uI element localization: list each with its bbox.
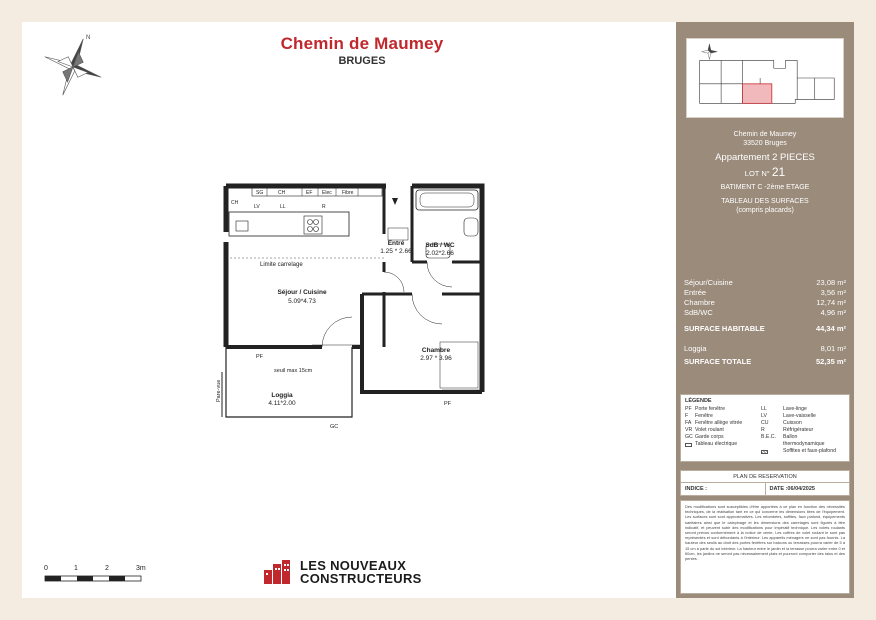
legend-title: LÉGENDE: [685, 398, 712, 404]
legend-right-column: [761, 406, 836, 455]
compass-rose-icon: [36, 30, 106, 100]
surface-row: [684, 298, 846, 308]
limite-carrelage-label: Limite carrelage: [260, 262, 303, 268]
apartment-type: Appartement 2 PIECES: [715, 152, 815, 163]
room-dims-chambre: 2.97 * 3.96: [420, 355, 452, 362]
room-dims-sejour: 5.09*4.73: [288, 298, 316, 305]
label-r: R: [322, 204, 326, 210]
lot-label: LOT N°: [744, 169, 770, 178]
address: [676, 130, 854, 148]
room-dims-entree: 1.25 * 2.66: [380, 248, 412, 255]
room-name-chambre: Chambre: [421, 347, 451, 354]
info-panel: [676, 22, 854, 598]
legend-item: FA Fenêtre allège vitrée: [685, 420, 743, 426]
legend-left-column: [685, 406, 742, 448]
svg-text:N: N: [86, 35, 91, 41]
date-field: DATE :06/04/2025: [765, 483, 850, 495]
legend-item: PF Porte fenêtre: [685, 406, 725, 412]
lot-number: 21: [771, 165, 786, 179]
loggia-row: [684, 344, 846, 354]
label-lv: LV: [254, 204, 260, 210]
legend-item: thermodynamique: [783, 441, 825, 447]
surface-label: SdB/WC: [684, 308, 713, 317]
surfaces-table: [684, 278, 846, 367]
surface-value: 23,08 m²: [816, 278, 846, 287]
legend-item: Tableau électrique: [685, 441, 742, 448]
room-name-entree: Entré: [387, 240, 405, 247]
address-line2: 33520 Bruges: [743, 140, 787, 147]
surface-habitable-label: SURFACE HABITABLE: [684, 324, 765, 333]
surface-row: [684, 308, 846, 318]
project-city: BRUGES: [338, 55, 386, 67]
room-name-loggia: Loggia: [271, 392, 293, 399]
lot-line: [676, 165, 854, 179]
room-name-sejour: Séjour / Cuisine: [277, 289, 327, 296]
surface-value: 12,74 m²: [816, 298, 846, 307]
loggia-value: 8,01 m²: [820, 344, 846, 353]
scale-bar: [44, 565, 164, 583]
legend-item: R Réfrigérateur: [761, 427, 814, 433]
surface-habitable-value: 44,34 m²: [815, 324, 846, 333]
logo-line2: CONSTRUCTEURS: [300, 571, 422, 586]
loggia-label: Loggia: [684, 344, 707, 353]
legend-item: CU Cuisson: [761, 420, 802, 426]
surface-row: [684, 288, 846, 298]
scale-tick-1: 1: [74, 565, 78, 572]
svg-text:Elec: Elec: [322, 190, 332, 196]
apartment-info: [676, 152, 854, 215]
svg-text:CH: CH: [278, 190, 286, 196]
electrical-panel-icon: [685, 443, 692, 447]
table-title: [676, 197, 854, 215]
address-line1: Chemin de Maumey: [733, 131, 797, 138]
scale-tick-2: 2: [105, 565, 109, 572]
surface-totale-label: SURFACE TOTALE: [684, 357, 752, 366]
surface-totale-value: 52,35 m²: [815, 357, 846, 366]
pf-label-sejour: PF: [256, 354, 264, 360]
table-title-line2: (compris placards): [736, 207, 794, 214]
surface-value: 4,96 m²: [820, 308, 846, 317]
logo-line1: LES NOUVEAUX: [300, 558, 407, 573]
soffit-icon: [761, 450, 768, 454]
surface-value: 3,56 m²: [820, 288, 846, 297]
indice-field: INDICE :: [685, 486, 707, 492]
building-logo-icon: [264, 560, 294, 584]
reservation-title: PLAN DE RESERVATION: [681, 471, 849, 483]
surface-habitable-row: [684, 324, 846, 334]
project-title: [262, 34, 462, 67]
surface-label: Séjour/Cuisine: [684, 278, 733, 287]
legend-item: LL Lave-linge: [761, 406, 807, 412]
room-dims-loggia: 4.11*2.00: [268, 400, 296, 407]
project-name: Chemin de Maumey: [280, 34, 444, 53]
legend-item: Soffites et faux-plafond: [761, 448, 836, 455]
reservation-box: [680, 470, 850, 496]
legend-item: F Fenêtre: [685, 413, 713, 419]
entrance-arrow-icon: [392, 198, 398, 205]
scale-tick-3: 3m: [136, 565, 146, 572]
legend-item: LV Lave-vaisselle: [761, 413, 816, 419]
legend-item: VR Volet roulant: [685, 427, 724, 433]
scale-tick-0: 0: [44, 565, 48, 572]
pf-label-chambre: PF: [444, 401, 452, 407]
legend-item: B.E.C. Ballon: [761, 434, 798, 440]
site-minimap: [686, 38, 844, 118]
surface-row: [684, 278, 846, 288]
room-name-sdb: SdB / WC: [425, 242, 455, 249]
pare-vue-label: Pare-vue: [216, 379, 222, 402]
table-title-line1: TABLEAU DES SURFACES: [721, 198, 809, 205]
logo: [264, 559, 422, 585]
svg-text:SG: SG: [256, 190, 264, 196]
legend: [680, 394, 850, 462]
building-floor: BATIMENT C -2ème ETAGE: [720, 184, 810, 191]
room-dims-sdb: 2.02*2.66: [426, 250, 454, 257]
svg-text:EF: EF: [306, 190, 313, 196]
svg-text:Fibre: Fibre: [342, 190, 354, 196]
floor-plan: [212, 172, 502, 432]
label-ll: LL: [280, 204, 286, 210]
label-ch: CH: [231, 200, 239, 206]
plan-sheet: [22, 22, 854, 598]
disclaimer-text: Des modifications sont susceptibles d'être apportées à ce plan en fonction des nécessités techniques, de la réalisation tant en ce qui concerne les dimensions liées de l'équipement. Les surfaces sont sont approximatives. Les retombées, soffites, faux plafond, équipements sanitaires ainsi que le calepinage et les dimensions des carrelages sont figurés à titre indicatif, et peuvent subir des modifications pour impératif technique. Les volets roulants seront prévus conformément à la notice de vente. Les coffres de volet roulant le sont pas représentés et sont débordants à l'intérieur. Les appareils ménagers ne sont pas fournis. La hauteur des seuils au droit des portes fenêtres sur balcons ou terrasses pourra varier de 5 à 15 cm à partir du sol intérieur. La hauteur entre le jardin et la terrasse pourra varier entre 0 et 60cm, les jardins ne seront pas nécessairement plats et pourront comporter des talus et des pentes.: [680, 500, 850, 594]
surface-totale-row: [684, 357, 846, 367]
legend-item: GC Garde corps: [685, 434, 724, 440]
gc-label: GC: [330, 424, 339, 430]
surface-label: Entrée: [684, 288, 707, 297]
seuil-label: seuil max 15cm: [274, 368, 313, 374]
scale-graphic: [44, 575, 144, 583]
surface-label: Chambre: [684, 298, 715, 307]
